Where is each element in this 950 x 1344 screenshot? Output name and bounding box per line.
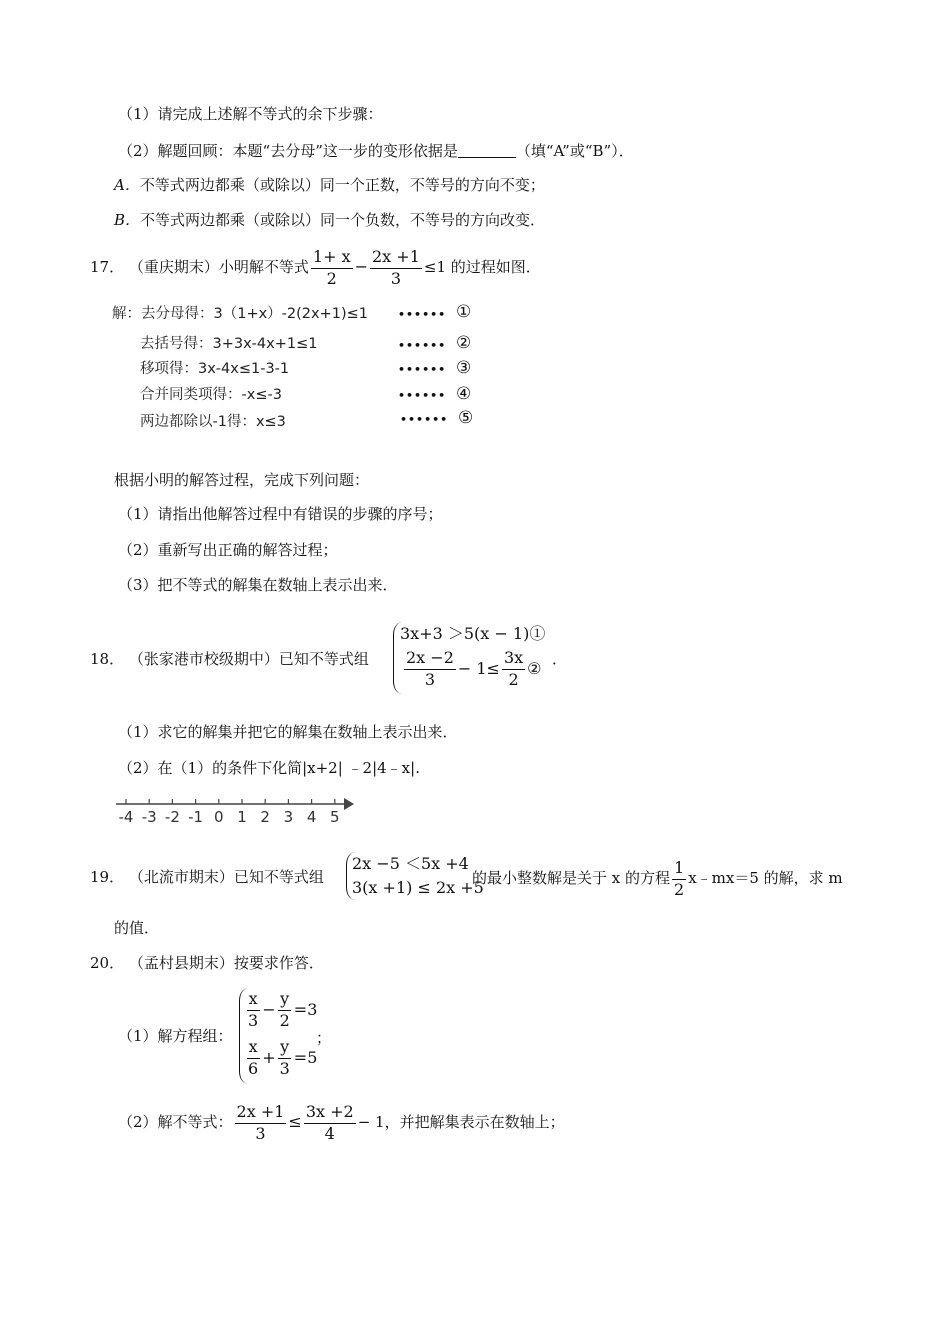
option-b (114, 213, 545, 228)
numerator: 2x +1 (235, 1104, 287, 1124)
number-line-label: 1 (237, 808, 247, 826)
step-dots: •••••• (398, 389, 447, 402)
numerator: 3x +2 (304, 1104, 356, 1124)
fraction (278, 1039, 292, 1078)
problem-20-pre: （孟村县期末）按要求作答． (128, 954, 324, 972)
fraction (370, 246, 422, 288)
fraction (278, 991, 292, 1030)
problem-18-stem (90, 652, 369, 667)
numerator: 1+ x (311, 249, 353, 269)
problem-19-mid-text: 的最小整数解是关于 x 的方程 (472, 869, 670, 887)
fraction (246, 1039, 260, 1078)
problem-number: 19． (90, 868, 125, 886)
step-dots: •••••• (398, 363, 447, 376)
step-dots: •••••• (398, 339, 447, 352)
fraction (502, 650, 525, 689)
problem-20-stem (90, 956, 324, 971)
fraction (311, 246, 353, 288)
top-q2-post: （填“A”或“B”）． (515, 142, 634, 160)
solution-step-2: 去括号得：3+3x-4x+1≤1 (140, 336, 318, 352)
step-number-4: ④ (456, 384, 472, 404)
sentence-end: ． (552, 650, 568, 668)
minus-sign: − (354, 257, 368, 276)
number-line-label: 4 (306, 808, 317, 826)
fraction (404, 650, 456, 689)
problem-17-intro: 根据小明的解答过程，完成下列问题： (114, 471, 370, 489)
numerator: 3x (502, 650, 525, 670)
numerator: y (278, 1039, 291, 1059)
equation-2 (244, 1039, 317, 1078)
equation-rhs: =3 (293, 999, 318, 1019)
top-q2-pre: （2）解题回顾：本题“去分母”这一步的变形依据是 (118, 142, 458, 160)
denominator: 3 (255, 1123, 266, 1143)
relation: ≤ (288, 1112, 302, 1131)
option-a-text: 不等式两边都乘（或除以）同一个正数，不等号的方向不变； (139, 176, 545, 194)
numerator: x (247, 991, 260, 1011)
equation-1 (244, 991, 317, 1030)
top-q1: （1）请完成上述解不等式的余下步骤： (118, 105, 383, 123)
denominator: 3 (390, 268, 402, 288)
problem-17-pre: （重庆期末）小明解不等式 (128, 258, 309, 276)
number-line-label: -1 (188, 808, 204, 826)
numerator: 2x −2 (404, 650, 456, 670)
denominator: 2 (508, 669, 519, 689)
problem-19-stem (90, 870, 324, 885)
relation: − 1≤ (457, 658, 500, 678)
step-number-5: ⑤ (458, 408, 474, 428)
problem-20-tail: − 1，并把解集表示在数轴上； (357, 1113, 565, 1131)
denominator: 6 (248, 1058, 259, 1078)
problem-19-mid (472, 858, 843, 898)
step-dots: •••••• (400, 413, 449, 426)
problem-19-continued: 的值． (114, 919, 160, 937)
fraction (235, 1101, 287, 1143)
problem-18-q2: （2）在（1）的条件下化简|x+2| ﹣2|4﹣x|. (118, 759, 420, 777)
problem-number: 20． (90, 954, 125, 972)
number-line-label: -4 (118, 808, 134, 826)
number-line-label: -3 (141, 808, 157, 826)
solution-step-5: 两边都除以-1得：x≤3 (140, 414, 286, 430)
problem-20-q1-label: （1）解方程组： (118, 1027, 233, 1045)
numerator: 2x +1 (370, 249, 422, 269)
problem-18-pre: （张家港市校级期中）已知不等式组 (128, 650, 369, 668)
top-q2 (118, 143, 634, 159)
number-line-label: 3 (283, 808, 294, 826)
denominator: 3 (248, 1010, 259, 1030)
denominator: 3 (424, 669, 436, 689)
problem-17-q2: （2）重新写出正确的解答过程； (118, 541, 338, 559)
fraction (672, 857, 686, 899)
answer-blank (458, 143, 516, 158)
denominator: 3 (279, 1058, 290, 1078)
problem-17-post: ≤1 的过程如图． (423, 258, 541, 276)
fraction (246, 991, 260, 1030)
system-line-2: 3(x +1) ≤ 2x +5 (352, 878, 484, 897)
operator: + (262, 1047, 276, 1067)
step-dots: •••••• (398, 308, 447, 321)
solution-step-1: 解：去分母得：3（1+x）-2(2x+1)≤1 (112, 306, 369, 322)
fraction (304, 1101, 356, 1143)
problem-19-pre: （北流市期末）已知不等式组 (128, 868, 324, 886)
option-b-text: 不等式两边都乘（或除以）同一个负数，不等号的方向改变． (140, 211, 546, 229)
number-line-label: 2 (260, 808, 270, 826)
problem-18-q1: （1）求它的解集并把它的解集在数轴上表示出来． (118, 723, 458, 741)
equation-rhs: =5 (293, 1047, 318, 1067)
number-line-ticks (119, 799, 340, 826)
problem-17-stem (90, 247, 541, 287)
numerator: 1 (672, 860, 686, 880)
option-a (114, 178, 545, 193)
solution-step-3: 移项得：3x-4x≤1-3-1 (140, 361, 290, 377)
denominator: 2 (326, 268, 337, 288)
problem-19-post: x﹣mx＝5 的解，求 m (688, 869, 843, 887)
system-line-1: 3x+3 ＞5(x − 1)① (400, 624, 546, 643)
step-number-3: ③ (456, 358, 472, 378)
problem-20-q2 (118, 1100, 565, 1144)
problem-17-q1: （1）请指出他解答过程中有错误的步骤的序号； (118, 505, 443, 523)
numerator: y (278, 991, 291, 1011)
operator: − (262, 999, 276, 1019)
problem-20-q2-label: （2）解不等式： (118, 1113, 233, 1131)
solution-step-4: 合并同类项得：-x≤-3 (140, 387, 282, 403)
option-a-label: A． (114, 176, 140, 194)
denominator: 4 (324, 1123, 335, 1143)
inequality-marker: ② (527, 658, 542, 678)
problem-17-q3: （3）把不等式的解集在数轴上表示出来． (118, 576, 398, 594)
number-line (112, 792, 362, 826)
numerator: x (247, 1039, 260, 1059)
option-b-label: B． (114, 211, 141, 229)
system-line-1: 2x −5 ＜5x +4 (352, 854, 469, 873)
denominator: 2 (279, 1010, 290, 1030)
number-line-label: 0 (214, 808, 224, 826)
system-line-2 (402, 650, 542, 689)
step-number-2: ② (456, 333, 472, 353)
number-line-arrow (344, 798, 354, 810)
problem-20-q1-end: ； (316, 1029, 332, 1047)
number-line-label: -2 (164, 808, 180, 826)
number-line-label: 5 (330, 808, 340, 826)
step-number-1: ① (456, 302, 472, 322)
problem-number: 18． (90, 650, 125, 668)
problem-number: 17． (90, 258, 125, 276)
denominator: 2 (674, 879, 685, 899)
